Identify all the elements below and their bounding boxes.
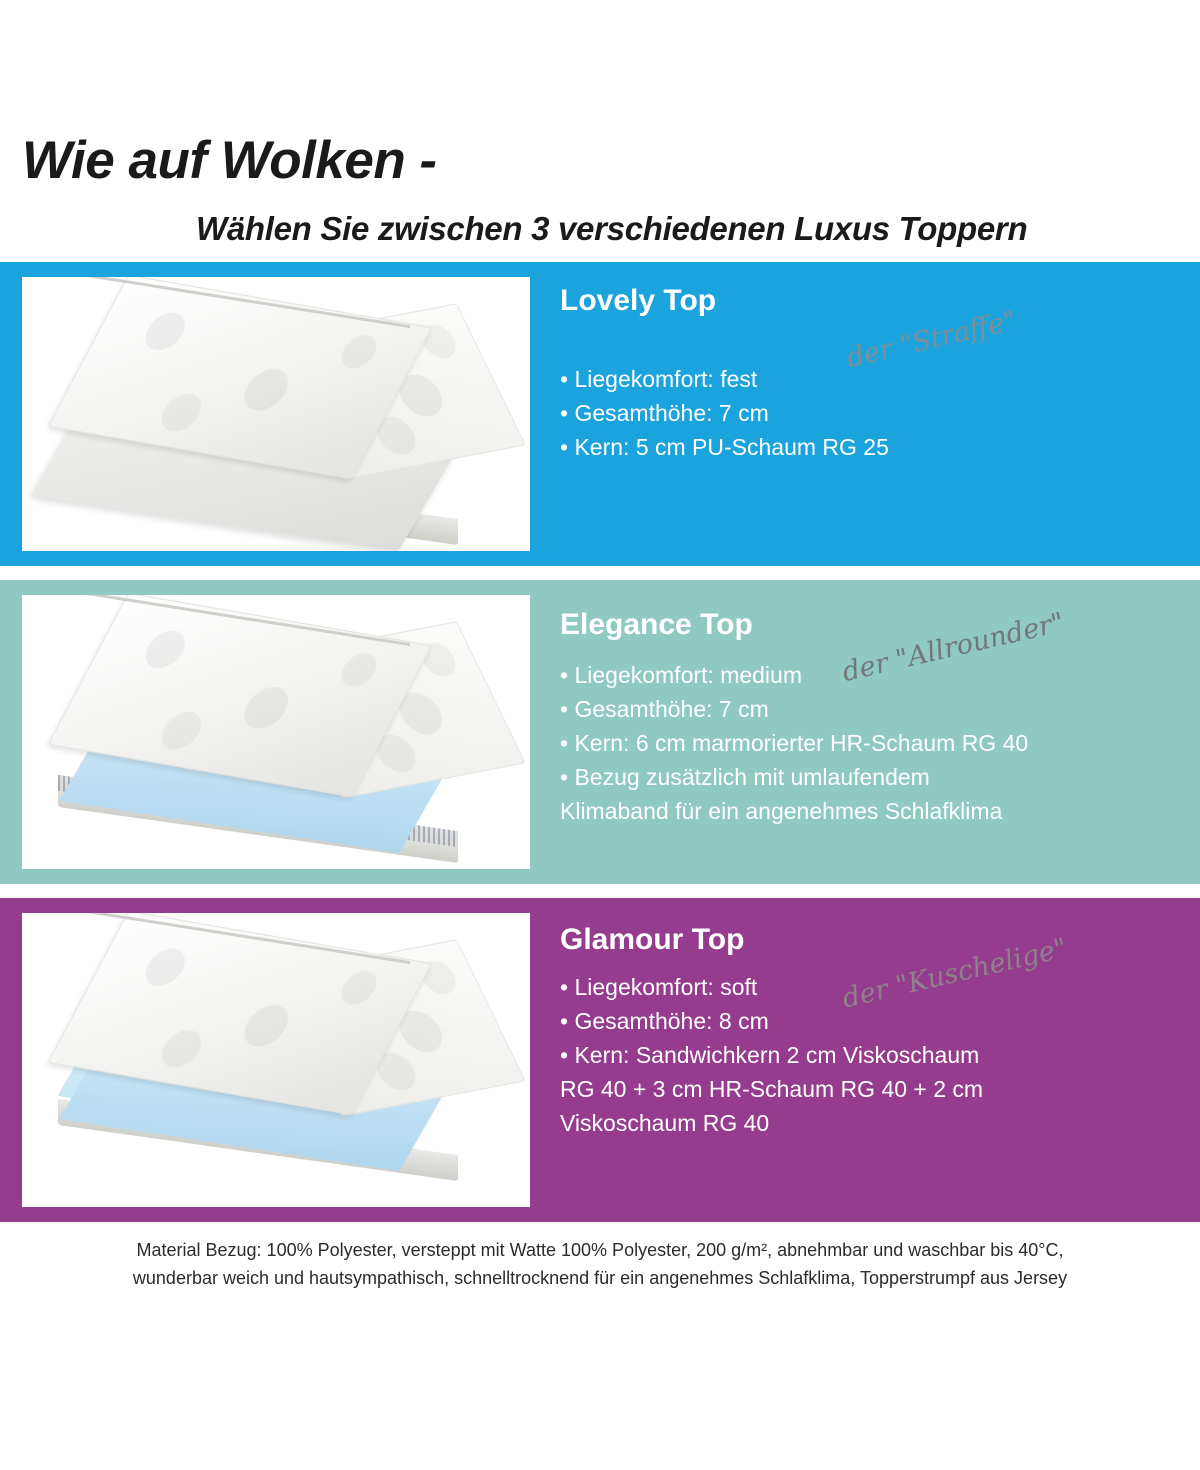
feature-item: • Liegekomfort: medium: [560, 658, 1185, 692]
product-stamp-glamour-top: der "Kuschelige": [839, 932, 1070, 1015]
product-title-elegance-top: Elegance Top: [560, 608, 753, 641]
product-stamp-lovely-top: der "Straffe": [843, 304, 1020, 375]
product-features-lovely-top: [560, 362, 1185, 464]
product-title-lovely-top: Lovely Top: [560, 284, 717, 317]
page-subtitle: Wählen Sie zwischen 3 verschiedenen Luxus Toppern: [196, 210, 1028, 247]
feature-item: • Kern: 5 cm PU-Schaum RG 25: [560, 430, 1185, 464]
feature-item: • Gesamthöhe: 8 cm: [560, 1004, 1185, 1038]
feature-item: • Liegekomfort: fest: [560, 362, 1185, 396]
product-title-glamour-top: Glamour Top: [560, 923, 745, 956]
material-note-line-1: Material Bezug: 100% Polyester, versteppt mit Watte 100% Polyester, 200 g/m², abnehmbar und waschbar bis 40°C,: [136, 1240, 1064, 1260]
product-panel-lovely-top: [0, 262, 1200, 566]
product-stamp-elegance-top: der "Allrounder": [839, 606, 1068, 689]
mattress-illustration: [22, 913, 530, 1207]
product-image-lovely-top: [22, 277, 530, 551]
product-features-elegance-top: [560, 658, 1185, 828]
feature-item: • Bezug zusätzlich mit umlaufendem: [560, 760, 1185, 794]
product-image-glamour-top: [22, 913, 530, 1207]
feature-item-continuation-2: Viskoschaum RG 40: [560, 1110, 770, 1136]
feature-item-continuation: Klimaband für ein angenehmes Schlafklima: [560, 798, 1003, 824]
feature-item: • Gesamthöhe: 7 cm: [560, 692, 1185, 726]
feature-item: • Gesamthöhe: 7 cm: [560, 396, 1185, 430]
material-note: [0, 1236, 1200, 1292]
feature-item: • Kern: Sandwichkern 2 cm Viskoschaum: [560, 1038, 1185, 1072]
feature-item-continuation: RG 40 + 3 cm HR-Schaum RG 40 + 2 cm: [560, 1076, 984, 1102]
product-panel-glamour-top: [0, 898, 1200, 1222]
feature-item: • Kern: 6 cm marmorierter HR-Schaum RG 40: [560, 726, 1185, 760]
header: [0, 0, 1200, 262]
product-image-elegance-top: [22, 595, 530, 869]
product-panel-elegance-top: [0, 580, 1200, 884]
page-title: Wie auf Wolken -: [22, 131, 437, 190]
material-note-line-2: wunderbar weich und hautsympathisch, schnelltrocknend für ein angenehmes Schlafklima, Topperstrumpf aus Jersey: [132, 1268, 1068, 1288]
mattress-illustration: [22, 595, 530, 869]
mattress-illustration: [22, 277, 530, 551]
feature-item: • Liegekomfort: soft: [560, 970, 1185, 1004]
